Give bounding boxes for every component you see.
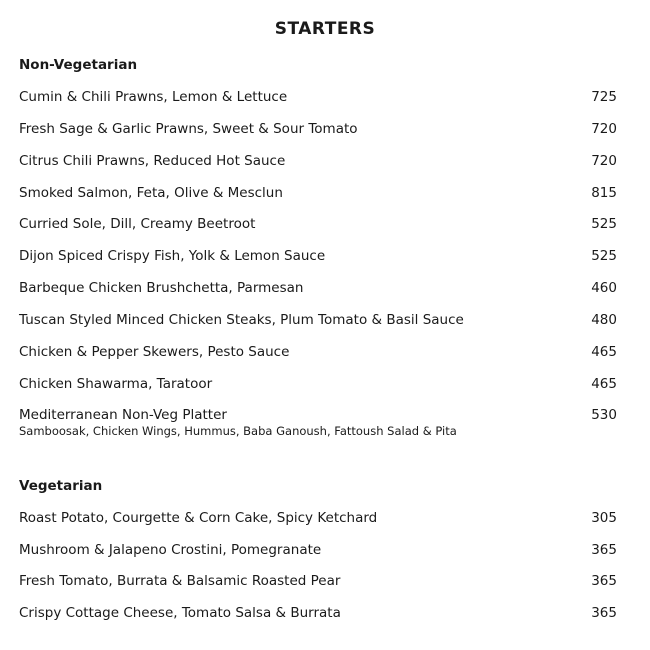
item-name: Barbeque Chicken Brushchetta, Parmesan	[19, 280, 304, 296]
item-name: Mediterranean Non-Veg Platter	[19, 407, 227, 423]
item-price: 365	[591, 605, 617, 621]
item-price: 305	[591, 510, 617, 526]
item-price: 460	[591, 280, 617, 296]
item-name: Tuscan Styled Minced Chicken Steaks, Plum Tomato & Basil Sauce	[19, 312, 464, 328]
item-price: 720	[591, 121, 617, 137]
item-name: Chicken & Pepper Skewers, Pesto Sauce	[19, 344, 290, 360]
item-name: Fresh Tomato, Burrata & Balsamic Roasted Pear	[19, 573, 341, 589]
item-name: Mushroom & Jalapeno Crostini, Pomegranate	[19, 542, 322, 558]
item-name: Citrus Chili Prawns, Reduced Hot Sauce	[19, 153, 286, 169]
menu-title: STARTERS	[274, 19, 376, 39]
item-name: Curried Sole, Dill, Creamy Beetroot	[19, 216, 256, 232]
item-price: 365	[591, 542, 617, 558]
item-price: 530	[591, 407, 617, 423]
item-description: Samboosak, Chicken Wings, Hummus, Baba Ganoush, Fattoush Salad & Pita	[19, 424, 457, 438]
item-name: Smoked Salmon, Feta, Olive & Mesclun	[19, 185, 283, 201]
item-price: 720	[591, 153, 617, 169]
section-heading-non-vegetarian: Non-Vegetarian	[19, 57, 138, 73]
item-price: 525	[591, 248, 617, 264]
item-price: 465	[591, 344, 617, 360]
item-name: Dijon Spiced Crispy Fish, Yolk & Lemon Sauce	[19, 248, 326, 264]
item-price: 725	[591, 89, 617, 105]
section-heading-vegetarian: Vegetarian	[19, 478, 103, 494]
item-name: Crispy Cottage Cheese, Tomato Salsa & Burrata	[19, 605, 341, 621]
item-price: 525	[591, 216, 617, 232]
item-name: Chicken Shawarma, Taratoor	[19, 376, 213, 392]
item-name: Roast Potato, Courgette & Corn Cake, Spicy Ketchard	[19, 510, 378, 526]
item-price: 465	[591, 376, 617, 392]
item-price: 480	[591, 312, 617, 328]
item-price: 815	[591, 185, 617, 201]
item-name: Fresh Sage & Garlic Prawns, Sweet & Sour Tomato	[19, 121, 358, 137]
item-price: 365	[591, 573, 617, 589]
item-name: Cumin & Chili Prawns, Lemon & Lettuce	[19, 89, 288, 105]
